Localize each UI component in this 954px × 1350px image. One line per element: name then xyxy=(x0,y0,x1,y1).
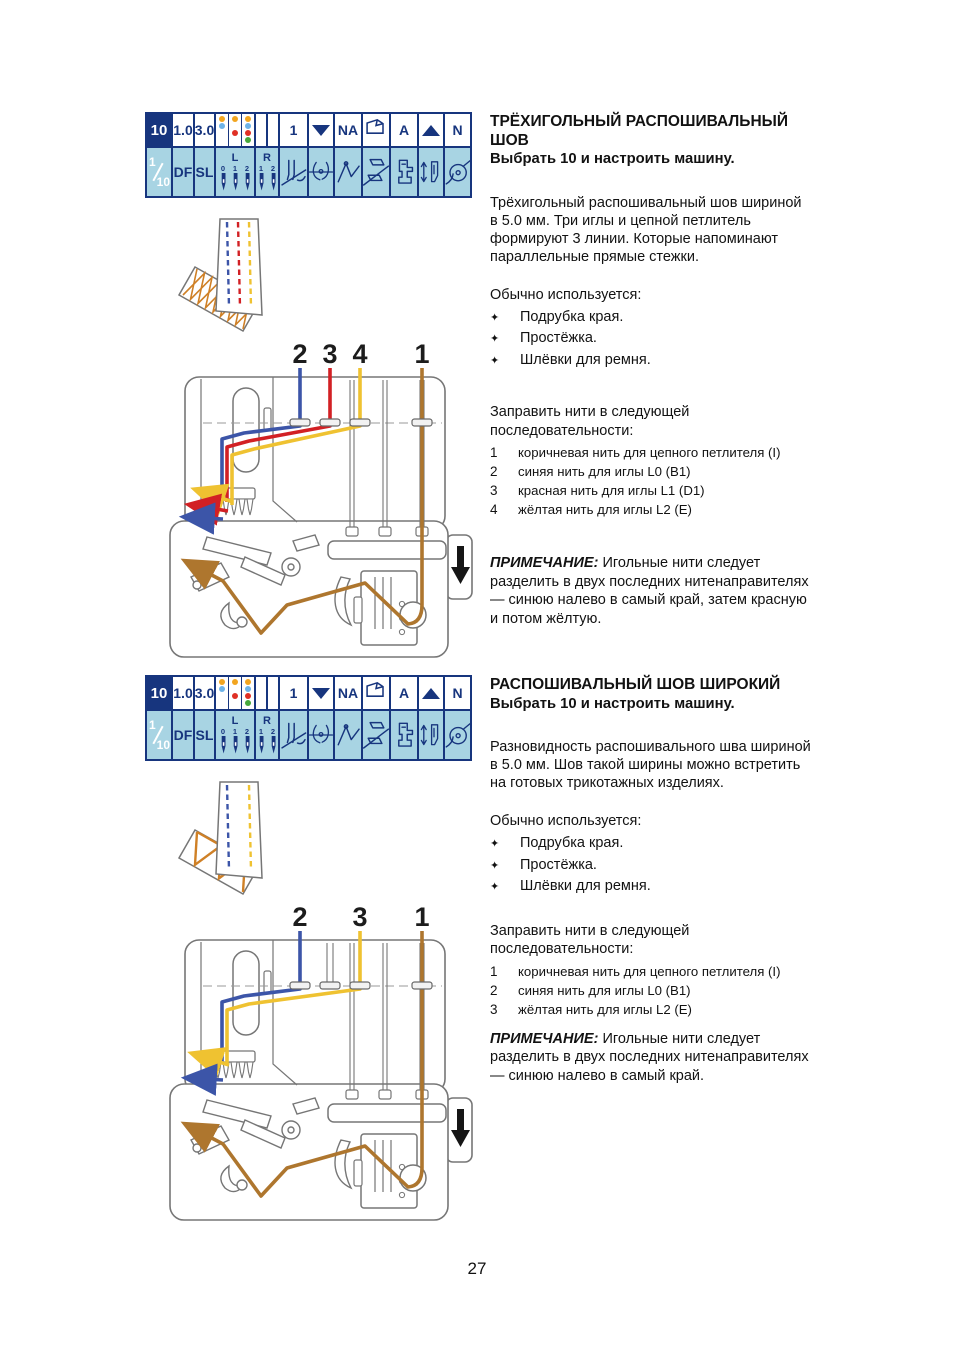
presser-value-label: 1 xyxy=(289,685,298,701)
differential-feed-value xyxy=(173,677,193,709)
tension-clip xyxy=(350,982,370,989)
usage-list xyxy=(490,833,812,898)
df-label xyxy=(173,148,193,196)
needle-threading-icon xyxy=(280,711,307,759)
needle-icon xyxy=(243,736,252,754)
left-needles-letter: L xyxy=(231,152,239,164)
tension-dial-icon-glyph xyxy=(445,715,470,755)
threading-step-number: 2 xyxy=(490,464,498,479)
n-value-label: N xyxy=(452,122,463,138)
needle-position xyxy=(257,165,266,191)
panel-row-bot xyxy=(147,148,470,196)
threading-step-text: синяя нить для иглы L0 (B1) xyxy=(518,464,691,479)
flap-glyph xyxy=(363,679,389,707)
panel-row-top xyxy=(147,114,470,146)
usage-item xyxy=(490,833,812,855)
thread-number-3: 3 xyxy=(322,339,338,369)
na-value xyxy=(335,677,361,709)
needle-position xyxy=(219,165,228,191)
blank-cell-1 xyxy=(256,114,266,146)
foot-lift-icon xyxy=(419,148,443,196)
threading-diagram-wrap xyxy=(145,205,477,663)
note-text: Игольные нити следует разделить в двух последних нитенаправителях — синюю налево в самый край, затем красную и потом жёлтую. xyxy=(490,555,809,627)
needle-icon xyxy=(219,173,228,191)
sl-label-label: SL xyxy=(195,164,214,180)
note-paragraph xyxy=(490,554,812,628)
triangle-down-icon xyxy=(312,688,330,699)
presser-value xyxy=(280,114,307,146)
section-subheading: Выбрать 10 и настроить машину. xyxy=(490,695,735,712)
thread-exit-arrow-blue xyxy=(186,517,223,519)
fabric-flaps-icon-glyph xyxy=(363,152,389,192)
n-value xyxy=(445,114,470,146)
green-dot xyxy=(245,137,251,143)
needle-bar-bracket xyxy=(328,541,446,559)
foot-lift-icon-glyph xyxy=(419,152,443,192)
left-needles xyxy=(216,711,254,759)
thread-color-dots xyxy=(216,677,254,709)
threading-step-number: 1 xyxy=(490,445,498,460)
right-needles-group xyxy=(257,716,278,754)
needle-position xyxy=(231,165,240,191)
ratio-1-10 xyxy=(147,711,171,759)
usage-item-label: Шлёвки для ремня. xyxy=(520,878,651,894)
usage-item-label: Подрубка края. xyxy=(520,835,624,851)
needle-number: 2 xyxy=(244,164,250,173)
dot-column xyxy=(241,114,254,146)
fabric-flaps-icon xyxy=(363,711,389,759)
threading-diagram-wrap xyxy=(145,768,477,1226)
triangle-up-icon xyxy=(419,114,443,146)
fraction-1-10 xyxy=(148,155,170,189)
threading-step xyxy=(490,1000,812,1019)
machine-settings-panel xyxy=(145,675,472,761)
illustration-column xyxy=(145,673,477,1226)
usage-item xyxy=(490,350,812,372)
tension-clip xyxy=(290,982,310,989)
needle-number: 2 xyxy=(244,727,250,736)
usage-title: Обычно используется: xyxy=(490,813,642,829)
orange-dot xyxy=(219,116,225,122)
tension-clip xyxy=(290,419,310,426)
threading-title: Заправить нити в следующей последовательности: xyxy=(490,922,690,957)
needle-number: 0 xyxy=(220,164,226,173)
a-value xyxy=(391,677,417,709)
flap-indicator-icon xyxy=(363,677,389,709)
dot-empty xyxy=(232,700,238,706)
dot-empty xyxy=(219,700,225,706)
df-label xyxy=(173,711,193,759)
threading-step-text: коричневая нить для цепного петлителя (I) xyxy=(518,445,781,460)
fraction-denominator: 10 xyxy=(156,175,170,189)
tension-clip xyxy=(412,982,432,989)
lightblue-dot xyxy=(219,123,225,129)
program-number-cell-label: 10 xyxy=(150,684,168,702)
lightblue-dot xyxy=(245,123,251,129)
threading-step-text: коричневая нить для цепного петлителя (I) xyxy=(518,963,781,979)
dot-empty xyxy=(219,137,225,143)
a-value xyxy=(391,114,417,146)
na-value-label: NA xyxy=(337,685,359,701)
program-number-cell xyxy=(147,677,171,709)
foot-lift-icon xyxy=(419,711,443,759)
sl-label-label: SL xyxy=(195,727,214,743)
tension-clip xyxy=(320,419,340,426)
note-text: Игольные нити следует разделить в двух последних нитенаправителях — синюю налево в самый край. xyxy=(490,1030,809,1084)
needle-icon xyxy=(219,736,228,754)
needle-position xyxy=(243,728,252,754)
panel-row-top xyxy=(147,677,470,709)
illustration-column xyxy=(145,110,477,663)
needle-icon xyxy=(231,173,240,191)
threading-list xyxy=(490,443,812,519)
usage-list xyxy=(490,307,812,372)
blank-cell-2 xyxy=(268,677,278,709)
needle-icon xyxy=(257,736,266,754)
tension-clip xyxy=(350,419,370,426)
right-needles xyxy=(256,148,278,196)
program-number-cell xyxy=(147,114,171,146)
needle-icon xyxy=(243,173,252,191)
threading-diagram xyxy=(145,205,477,663)
needle-bar-bracket xyxy=(328,1104,446,1122)
thread-number-2: 2 xyxy=(292,902,308,932)
triangle-up-icon xyxy=(422,125,440,136)
dotred-dot xyxy=(245,693,251,699)
flap-glyph xyxy=(363,116,389,144)
machine-settings-panel xyxy=(145,112,472,198)
needle-position xyxy=(269,728,278,754)
needle-threading-icon-glyph xyxy=(280,152,307,192)
thread-dot-columns xyxy=(216,677,254,709)
n-value-label: N xyxy=(452,685,463,701)
right-needles-letter: R xyxy=(263,152,271,164)
text-column xyxy=(490,676,812,1085)
left-needles-group xyxy=(219,153,252,191)
usage-item-label: Простёжка. xyxy=(520,856,597,873)
threading-diagram xyxy=(145,768,477,1226)
threading-step xyxy=(490,981,812,1000)
presser-foot-icon-glyph xyxy=(391,152,417,192)
right-needles xyxy=(256,711,278,759)
triangle-down-icon xyxy=(309,677,333,709)
tension-dial-icon-glyph xyxy=(445,152,470,192)
usage-item xyxy=(490,876,812,898)
needle-number: 0 xyxy=(220,727,226,736)
orange-dot xyxy=(219,679,225,685)
dot-column xyxy=(228,114,241,146)
thread-color-dots xyxy=(216,114,254,146)
needle-number: 1 xyxy=(258,727,264,736)
dot-empty xyxy=(232,123,238,129)
dot-empty xyxy=(232,686,238,692)
thread-takeup-icon-glyph xyxy=(335,715,361,755)
left-needles xyxy=(216,148,254,196)
thread-number-3: 3 xyxy=(352,902,368,932)
looper-icon xyxy=(309,148,333,196)
section-heading: РАСПОШИВАЛЬНЫЙ ШОВ ШИРОКИЙ xyxy=(490,676,781,693)
stitch-length-value xyxy=(195,114,214,146)
needle-position xyxy=(257,728,266,754)
stitch-sample xyxy=(179,219,262,331)
blank-cell-1 xyxy=(256,677,266,709)
section-intro: Разновидность распошивального шва шириной в 5.0 мм. Шов такой ширины можно встретить на готовых трикотажных изделиях. xyxy=(490,739,811,791)
threading-step-text: красная нить для иглы L1 (D1) xyxy=(518,483,705,498)
needle-number: 2 xyxy=(270,727,276,736)
dot-column xyxy=(241,677,254,709)
threading-title: Заправить нити в следующей последовательности: xyxy=(490,404,690,439)
note-label: ПРИМЕЧАНИЕ: xyxy=(490,1030,599,1047)
orange-dot xyxy=(245,116,251,122)
n-value xyxy=(445,677,470,709)
threading-step xyxy=(490,462,812,481)
needle-threading-icon-glyph xyxy=(280,715,307,755)
df-label-label: DF xyxy=(173,164,193,180)
panel-row-bot xyxy=(147,711,470,759)
usage-item-label: Шлёвки для ремня. xyxy=(520,351,651,368)
presser-value-label: 1 xyxy=(289,122,298,138)
triangle-up-icon xyxy=(422,688,440,699)
fabric-flaps-icon-glyph xyxy=(363,715,389,755)
needle-icon xyxy=(257,173,266,191)
thread-exit-arrow-blue xyxy=(188,1078,223,1080)
page-number: 27 xyxy=(467,1259,487,1278)
sl-label xyxy=(195,711,214,759)
dot-empty xyxy=(232,137,238,143)
usage-title: Обычно используется: xyxy=(490,286,642,303)
section-subheading: Выбрать 10 и настроить машину. xyxy=(490,151,735,167)
usage-item-label: Подрубка края. xyxy=(520,308,624,325)
section-heading: ТРЁХИГОЛЬНЫЙ РАСПОШИВАЛЬНЫЙ ШОВ xyxy=(490,113,788,149)
threading-step-number: 2 xyxy=(490,982,498,998)
looper-icon xyxy=(309,711,333,759)
threading-step-number: 3 xyxy=(490,483,498,498)
presser-foot-icon xyxy=(391,711,417,759)
foot-lift-icon-glyph xyxy=(419,715,443,755)
blank-cell-2 xyxy=(268,114,278,146)
fraction-numerator: 1 xyxy=(149,155,156,169)
na-value xyxy=(335,114,361,146)
threading-step-text: жёлтая нить для иглы L2 (E) xyxy=(518,502,692,517)
thread-dot-columns xyxy=(216,114,254,146)
bullet-icon: ✦ xyxy=(490,311,500,324)
usage-item xyxy=(490,328,812,350)
note-label: ПРИМЕЧАНИЕ: xyxy=(490,555,599,571)
needle-position xyxy=(269,165,278,191)
bullet-icon: ✦ xyxy=(490,333,500,345)
stitch-length-value-label: 3.0 xyxy=(195,685,214,701)
needle-position xyxy=(231,728,240,754)
lightblue-dot xyxy=(219,686,225,692)
section-intro: Трёхигольный распошивальный шов шириной в 5.0 мм. Три иглы и цепной петлитель формируют 3 линии. Которые напоминают параллельные прямые стежки. xyxy=(490,194,802,265)
dot-column xyxy=(216,677,228,709)
triangle-down-icon xyxy=(312,125,330,136)
bullet-icon: ✦ xyxy=(490,838,500,850)
tension-dial-icon xyxy=(445,711,470,759)
program-number-cell-label: 10 xyxy=(150,121,168,139)
presser-foot-icon xyxy=(391,148,417,196)
a-value-label: A xyxy=(398,122,410,138)
fraction-1-10 xyxy=(148,718,170,752)
needle-number: 2 xyxy=(270,164,276,173)
needle-position xyxy=(219,728,228,754)
threading-step-text: жёлтая нить для иглы L2 (E) xyxy=(518,1001,692,1017)
dot-empty xyxy=(219,693,225,699)
differential-feed-value-label: 1.0 xyxy=(173,685,193,701)
usage-item-label: Простёжка. xyxy=(520,330,597,346)
usage-item xyxy=(490,855,812,877)
right-needles-group xyxy=(257,153,278,191)
needle-threading-icon xyxy=(280,148,307,196)
left-needles-letter: L xyxy=(231,715,239,727)
needle-number: 1 xyxy=(232,727,238,736)
stitch-length-value-label: 3.0 xyxy=(195,122,214,138)
a-value-label: A xyxy=(398,685,410,701)
triangle-down-icon xyxy=(309,114,333,146)
thread-number-1: 1 xyxy=(414,902,430,932)
tension-dial-icon xyxy=(445,148,470,196)
triangle-up-icon xyxy=(419,677,443,709)
bullet-icon: ✦ xyxy=(490,354,500,367)
needle-icon xyxy=(269,736,278,754)
orange-dot xyxy=(232,679,238,685)
ratio-1-10 xyxy=(147,148,171,196)
needle-icon xyxy=(231,736,240,754)
dotred-dot xyxy=(232,130,238,136)
thread-number-4: 4 xyxy=(352,339,368,369)
usage-item xyxy=(490,307,812,329)
needle-icon xyxy=(269,173,278,191)
stitch-sample xyxy=(179,782,262,894)
dot-column xyxy=(228,677,241,709)
tension-clip xyxy=(412,419,432,426)
dotred-dot xyxy=(245,130,251,136)
fabric-flaps-icon xyxy=(363,148,389,196)
needle-number: 1 xyxy=(232,164,238,173)
right-needles-letter: R xyxy=(263,715,271,727)
differential-feed-value xyxy=(173,114,193,146)
dot-column xyxy=(216,114,228,146)
bullet-icon: ✦ xyxy=(490,859,500,872)
threading-list xyxy=(490,962,812,1019)
threading-step xyxy=(490,500,812,519)
bullet-icon: ✦ xyxy=(490,881,500,893)
note-paragraph xyxy=(490,1030,812,1086)
threading-step-text: синяя нить для иглы L0 (B1) xyxy=(518,982,691,998)
thread-takeup-icon xyxy=(335,711,361,759)
thread-number-1: 1 xyxy=(414,339,430,369)
differential-feed-value-label: 1.0 xyxy=(173,122,193,138)
threading-step-number: 1 xyxy=(490,963,498,979)
threading-step xyxy=(490,481,812,500)
presser-value xyxy=(280,677,307,709)
stitch-length-value xyxy=(195,677,214,709)
green-dot xyxy=(245,700,251,706)
dotred-dot xyxy=(232,693,238,699)
looper-icon-glyph xyxy=(309,152,333,192)
thread-takeup-icon-glyph xyxy=(335,152,361,192)
presser-foot-icon-glyph xyxy=(391,715,417,755)
flap-indicator-icon xyxy=(363,114,389,146)
needle-position xyxy=(243,165,252,191)
sl-label xyxy=(195,148,214,196)
threading-step xyxy=(490,962,812,981)
threading-step xyxy=(490,443,812,462)
left-needles-group xyxy=(219,716,252,754)
orange-dot xyxy=(245,679,251,685)
orange-dot xyxy=(232,116,238,122)
needle-number: 1 xyxy=(258,164,264,173)
threading-step-number: 3 xyxy=(490,1001,498,1017)
text-column xyxy=(490,113,812,628)
fraction-numerator: 1 xyxy=(149,718,156,732)
threading-step-number: 4 xyxy=(490,502,498,517)
thread-takeup-icon xyxy=(335,148,361,196)
looper-icon-glyph xyxy=(309,715,333,755)
fraction-denominator: 10 xyxy=(156,738,170,752)
tension-clip xyxy=(320,982,340,989)
df-label-label: DF xyxy=(173,727,193,743)
na-value-label: NA xyxy=(337,122,359,138)
dot-empty xyxy=(219,130,225,136)
thread-number-2: 2 xyxy=(292,339,308,369)
lightblue-dot xyxy=(245,686,251,692)
